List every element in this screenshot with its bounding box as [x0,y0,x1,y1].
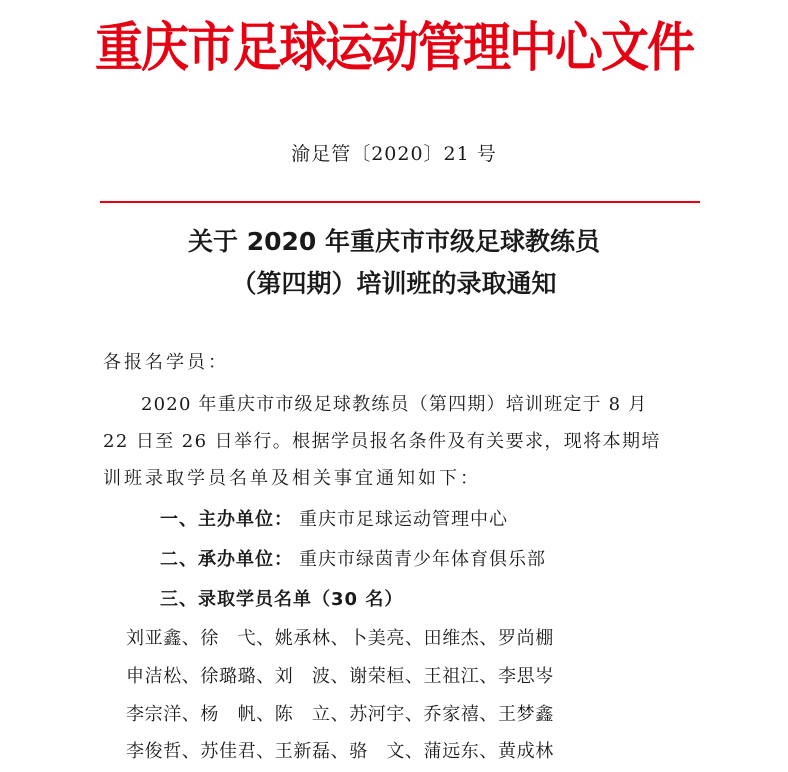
trainee-names-row: 刘亚鑫、徐 弋、姚承林、卜美亮、田维杰、罗尚棚 [126,628,554,649]
red-divider-line [100,201,700,203]
masthead-title: 重庆市足球运动管理中心文件 [94,17,693,79]
salutation: 各报名学员： [103,352,229,373]
section-label: 二、承办单位： [160,549,293,570]
trainee-names-row: 李宗洋、杨 帆、陈 立、苏河宇、乔家禧、王梦鑫 [126,704,554,725]
section-label: 一、主办单位： [160,509,293,530]
notice-title-line-1: 关于 2020 年重庆市市级足球教练员 [188,227,600,256]
paragraph-line-3: 训班录取学员名单及相关事宜通知如下： [103,468,481,489]
section-label: 三、录取学员名单（30 名） [160,589,404,610]
notice-title-line-2: （第四期）培训班的录取通知 [231,269,557,298]
section-value: 重庆市绿茵青少年体育俱乐部 [299,549,546,570]
section-trainee-list [160,586,403,614]
section-host [160,546,546,574]
paragraph-line-1: 2020 年重庆市市级足球教练员（第四期）培训班定于 8 月 [141,394,648,415]
document-number: 渝足管〔2020〕21 号 [291,143,497,165]
trainee-names-row: 李俊哲、苏佳君、王新磊、骆 文、蒲远东、黄成林 [126,741,554,762]
section-organizer [160,506,508,534]
section-value: 重庆市足球运动管理中心 [299,509,508,530]
trainee-names-row: 申洁松、徐璐璐、刘 波、谢荣桓、王祖江、李思岑 [126,666,554,687]
paragraph-line-2: 22 日至 26 日举行。根据学员报名条件及有关要求，现将本期培 [103,431,661,452]
